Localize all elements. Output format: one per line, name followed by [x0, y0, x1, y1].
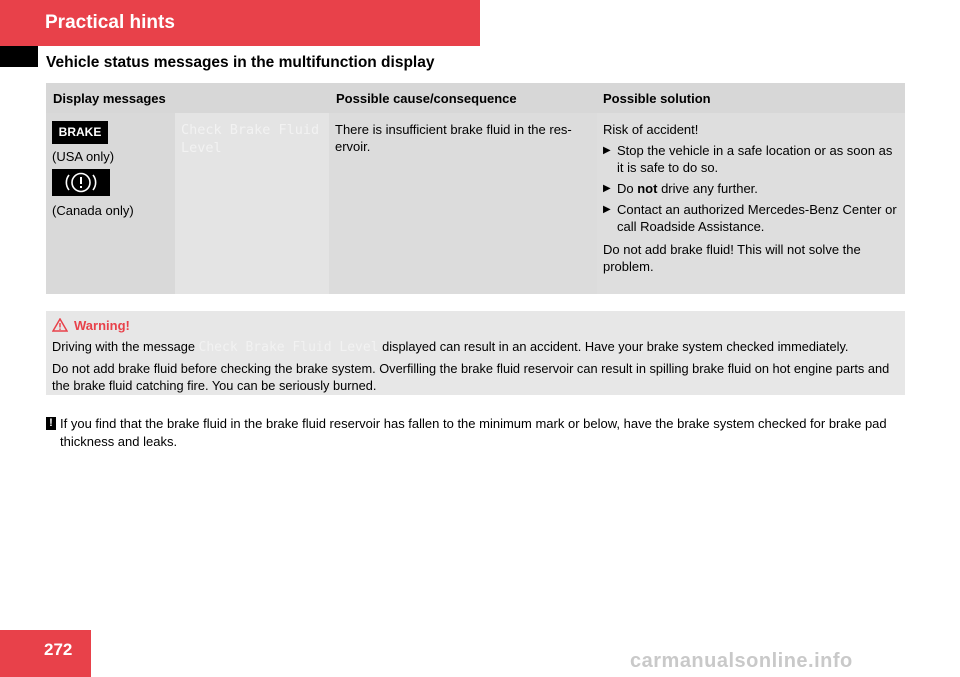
solution-intro: Risk of accident!	[603, 122, 699, 137]
section-title: Vehicle status messages in the multifunction display	[46, 54, 435, 71]
arrow-icon: ▶	[603, 204, 611, 215]
header-title: Practical hints	[45, 12, 175, 33]
exclamation-icon: !	[46, 417, 56, 430]
solution-step-1: ▶ Stop the vehicle in a safe location or as soon as it is safe to do so.	[603, 143, 893, 175]
page-number: 272	[44, 640, 73, 659]
brake-circle-warning-icon	[52, 169, 110, 196]
warning-paragraph-1: Driving with the message Check Brake Fluid Level displayed can result in an accident. Have your brake system checked immediately.	[52, 339, 849, 355]
warning-box	[46, 311, 905, 395]
cause-cell	[329, 113, 597, 294]
solution-outro: Do not add brake fluid! This will not solve the problem.	[603, 242, 861, 274]
table-header-row	[46, 83, 905, 113]
watermark: carmanualsonline.info	[630, 650, 853, 672]
solution-cell	[597, 113, 905, 294]
canada-only-note: (Canada only)	[52, 203, 134, 218]
message-cell	[175, 113, 329, 294]
arrow-icon: ▶	[603, 145, 611, 156]
side-marker	[0, 46, 38, 67]
solution-step-2: ▶ Do not drive any further.	[603, 181, 758, 196]
solution-step-3: ▶ Contact an authorized Mercedes-Benz Center or call Roadside Assistance.	[603, 202, 897, 234]
note	[46, 415, 906, 451]
status-messages-table	[46, 83, 905, 294]
header-display-messages: Display messages	[53, 91, 166, 106]
usa-only-note: (USA only)	[52, 149, 115, 164]
brake-warning-icon: BRAKE	[52, 121, 108, 144]
header-possible-cause: Possible cause/consequence	[336, 91, 517, 106]
note-text: If you find that the brake fluid in the brake fluid reservoir has fallen to the minimum mark or below, have the brake system checked for brake pad thickness and leaks.	[60, 416, 887, 449]
warning-heading	[52, 316, 899, 334]
display-messages-cell	[46, 113, 175, 294]
warning-title: Warning!	[74, 317, 130, 333]
warning-triangle-icon	[52, 318, 68, 332]
arrow-icon: ▶	[603, 183, 611, 194]
display-message-text: Check Brake Fluid Level	[181, 122, 320, 156]
header-possible-solution: Possible solution	[603, 91, 711, 106]
warning-paragraph-2: Do not add brake fluid before checking the brake system. Overfilling the brake fluid reservoir can result in spilling brake fluid on hot engine parts and the brake fluid catching fire. You can be seriously burned.	[52, 361, 890, 393]
cause-text: There is insufficient brake fluid in the res-ervoir.	[335, 122, 572, 154]
